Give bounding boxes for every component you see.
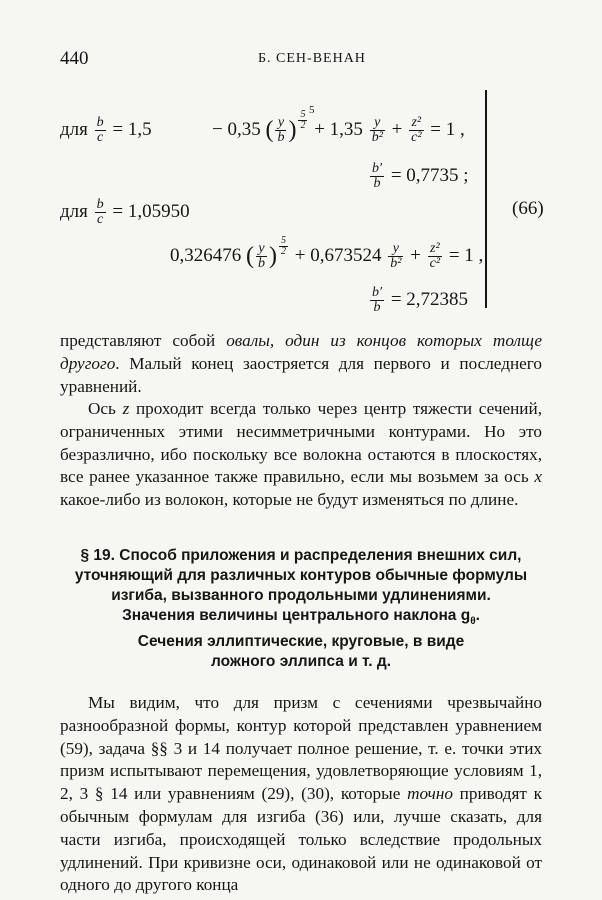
paragraph-ovals: представляют собой овалы, один из концов которых толще другого. Малый конец заостряется для первого и последнего уравнений. — [60, 331, 543, 396]
equation-label: для — [60, 200, 88, 222]
ratio-value: = 0,7735 ; — [390, 164, 469, 186]
condition-value: = 1,05950 — [112, 200, 190, 222]
equation-condition-1 — [60, 116, 152, 145]
ratio-value: = 2,72385 — [390, 288, 469, 310]
equation-condition-2: для $\frac{b}{c}$ = 1,05950 — [60, 197, 190, 227]
paragraph-axis: Ось z проходит всегда только через центр тяжести сечений, ограниченных этими несимметричными контурами. Но это безразлично, ибо поскольку все волокна остаются в плоскостях, все ранее указанное также правильно, если мы возьмем за ось x какое-либо из волокон, которые не будут изменяться по длине. — [60, 399, 542, 510]
equation-line-2: 0,326476 ( $\frac{y}{b}$ ) $^{\frac{5}{2}}$ + 0,673524 $\frac{y}{\text{b²}}$ + $\frac{\text{z²}}{\text{c²}}$ = 1 , — [170, 235, 484, 271]
coefficient: + 0,673524 — [294, 244, 382, 266]
ratio-line-1: $\frac{b'}{b}$ = 0,7735 ; — [372, 161, 469, 191]
equation-group-bar — [485, 90, 487, 308]
ratio-line-2: $\frac{b'}{b}$ = 2,72385 — [372, 285, 469, 315]
coefficient: + 1,35 — [314, 118, 363, 140]
running-title: Б. СЕН-ВЕНАН — [258, 51, 366, 66]
exponent-5: 5 — [309, 104, 315, 116]
equation-label: для — [60, 118, 88, 140]
equation-rhs: = 1 , — [430, 118, 465, 140]
condition-value: = 1,5 — [112, 118, 152, 140]
equation-number: (66) — [512, 198, 544, 219]
coefficient: 0,326476 — [170, 244, 242, 266]
section-heading: § 19. Способ приложения и распределения внешних сил, уточняющий для различных контуров обычные формулы изгиба, вызванного продольными удлинениями. Значения величины центрального наклона $g_\theta$. Сечения эллиптические, круговые, в виде ложного эллипса и т. д. — [74, 547, 528, 671]
equation-rhs: = 1 , — [448, 244, 484, 266]
page-number: 440 — [60, 48, 89, 69]
paragraph-prisms: Мы видим, что для призм с сечениями чрезвычайно разнообразной формы, контур которой представлен уравнением (59), задача §§ 3 и 14 получает полное решение, т. е. точки этих призм испытывают перемещения, удовлетворяющие условиям 1, 2, 3 § 14 или уравнениям (29), (30), которые точно приводят к обычным формулам для изгиба (36) или, лучше сказать, для части изгиба, происходящей только вследствие продольных удлинений. При кривизне оси, одинаковой или не одинаковой от одного до другого конца — [60, 693, 542, 895]
equation-line-1: − 0,35 ( $\frac{y}{b}$ ) $^{\frac{5}{2}}$ + 1,35 $\frac{y}{\text{b²}}$ + $\frac{\text{z²}}{\text{c²}}$ = 1 , — [212, 109, 465, 145]
fraction-b-over-c: $\frac{b}{c}$ — [96, 115, 104, 145]
coefficient: − 0,35 — [212, 118, 261, 140]
